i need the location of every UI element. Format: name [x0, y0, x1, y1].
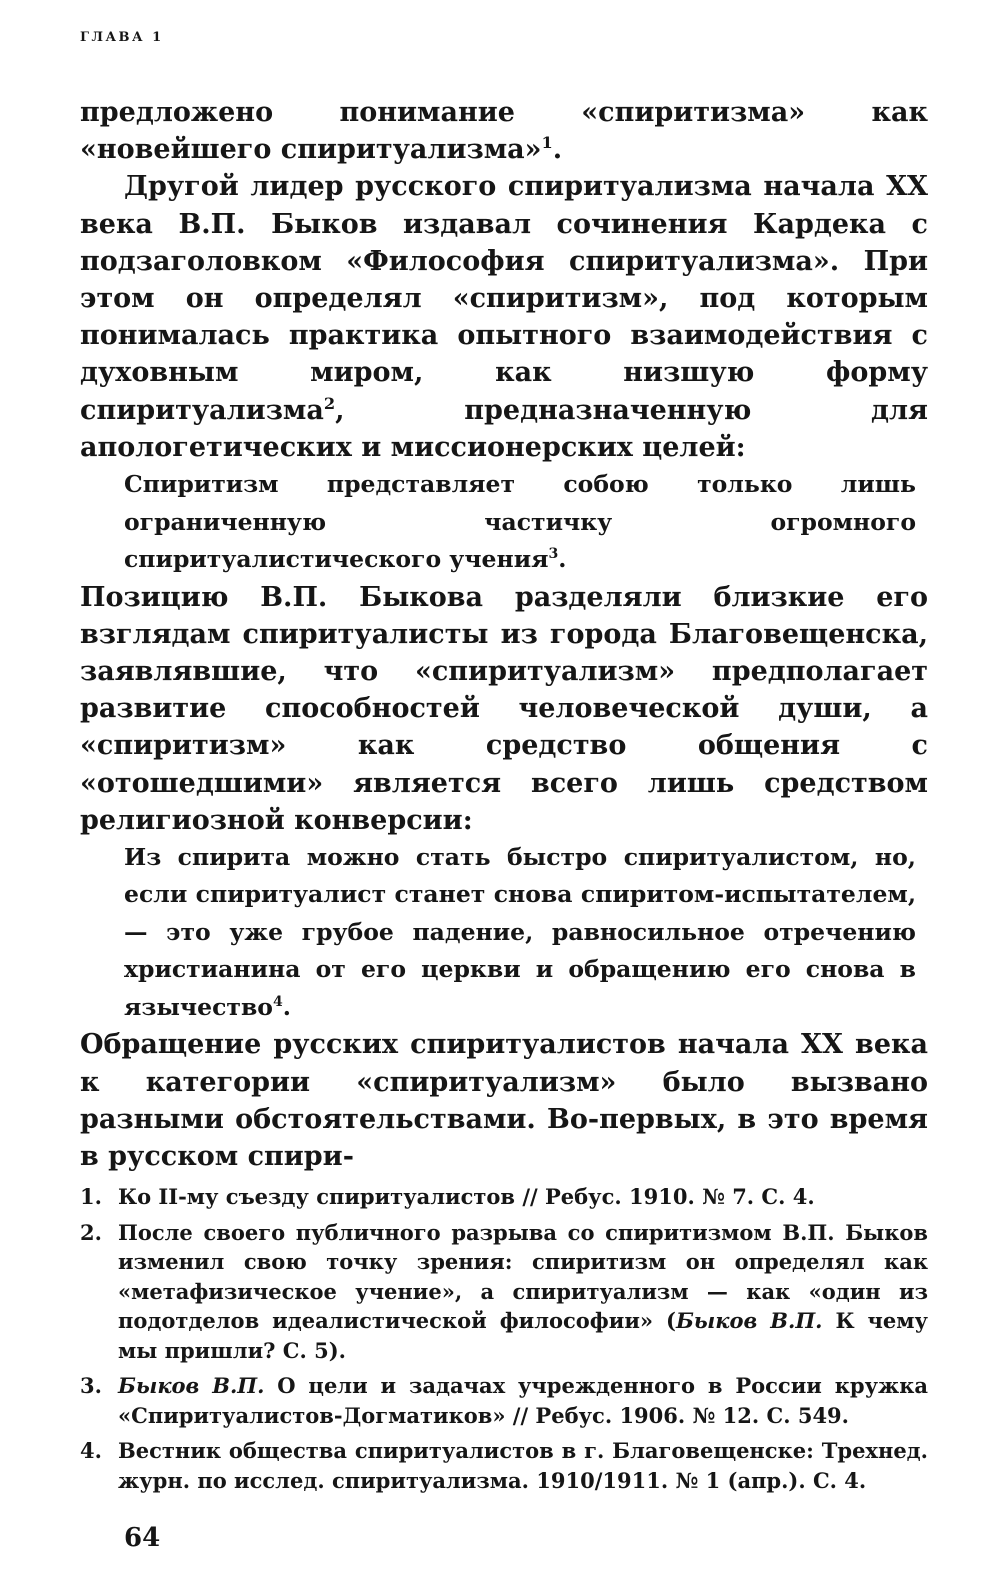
- paragraph-3: Позицию В.П. Быкова разделяли близкие его взглядам спиритуалисты из города Благовещенска, заявлявшие, что «спиритуализм» предполагает развитие способностей человеческой души, а «спиритизм» как средство общения с «отошедшими» является всего лишь средством религиозной конверсии:: [80, 581, 928, 836]
- footnote-ref-2[interactable]: 2: [323, 393, 336, 413]
- footnote-text: Ко II-му съезду спиритуалистов // Ребус. 1910. № 7. С. 4.: [118, 1184, 815, 1209]
- paragraph-2-text-b: , предназначенную для апологетических и миссионерских целей:: [80, 394, 928, 463]
- main-text: [80, 94, 928, 1175]
- footnote-ref-4[interactable]: 4: [272, 994, 283, 1011]
- running-head: ГЛАВА 1: [80, 30, 164, 45]
- block-quote-2-text: Из спирита можно стать быстро спиритуалистом, но, если спиритуалист станет снова спиритом-испытателем, — это уже грубое падение, равносильное отречению христианина от его церкви и обращению его снова в язычество: [124, 842, 916, 1021]
- footnote-number: 4.: [80, 1438, 102, 1463]
- paragraph-2: [80, 168, 928, 466]
- footnote-ref-1[interactable]: 1: [541, 133, 553, 153]
- block-quote-1-end: .: [558, 545, 567, 574]
- page-number: 64: [124, 1523, 161, 1553]
- footnote-text: Вестник общества спиритуалистов в г. Благовещенске: Трехнед. журн. по исслед. спиритуализма. 1910/1911. № 1 (апр.). С. 4.: [118, 1438, 928, 1493]
- footnote-text: [118, 1371, 928, 1430]
- footnote-ref-3[interactable]: 3: [548, 546, 559, 563]
- footnote-3-author: Быков В.П.: [118, 1373, 265, 1398]
- footnote-2-text-a: После своего публичного разрыва со спиритизмом В.П. Быков изменил свою точку зрения: спиритизм он определял как «метафизическое учение», а спиритуализм — как «один из подотделов идеалистической философии» (: [118, 1219, 928, 1333]
- block-quote-2-end: .: [282, 992, 291, 1021]
- paragraph-2-text-a: Другой лидер русского спиритуализма начала XX века В.П. Быков издавал сочинения Кардека с подзаголовком «Философия спиритуализма». При этом он определял «спиритизм», под которым понималась практика опытного взаимодействия с духовным миром, как низшую форму спиритуализма: [80, 171, 928, 426]
- footnote-2: [80, 1218, 928, 1366]
- footnote-number: 1.: [80, 1184, 102, 1209]
- footnote-2-text-b: К чему мы пришли? С. 5).: [118, 1308, 928, 1363]
- block-quote-1: [80, 466, 928, 579]
- paragraph-1-end: .: [552, 134, 563, 166]
- footnotes: [80, 1182, 928, 1501]
- footnote-3: [80, 1371, 928, 1430]
- paragraph-1-text: предложено понимание «спиритизма» как «новейшего спиритуализма»: [80, 97, 928, 166]
- block-quote-2: [80, 839, 928, 1027]
- paragraph-1: [80, 94, 928, 168]
- footnote-3-text: О цели и задачах учрежденного в России кружка «Спиритуалистов-Догматиков» // Ребус. 1906. № 12. С. 549.: [118, 1373, 928, 1428]
- block-quote-1-text: Спиритизм представляет собою только лишь ограниченную частичку огромного спиритуалистического учения: [124, 470, 916, 574]
- footnote-number: 3.: [80, 1373, 102, 1398]
- footnote-text: [118, 1218, 928, 1366]
- footnote-4: [80, 1436, 928, 1495]
- footnote-1: [80, 1182, 928, 1212]
- footnote-2-author: Быков В.П.: [675, 1308, 823, 1333]
- footnote-number: 2.: [80, 1219, 102, 1245]
- paragraph-4: Обращение русских спиритуалистов начала XX века к категории «спиритуализм» было вызвано разными обстоятельствами. Во-первых, в это время в русском спири-: [80, 1029, 928, 1173]
